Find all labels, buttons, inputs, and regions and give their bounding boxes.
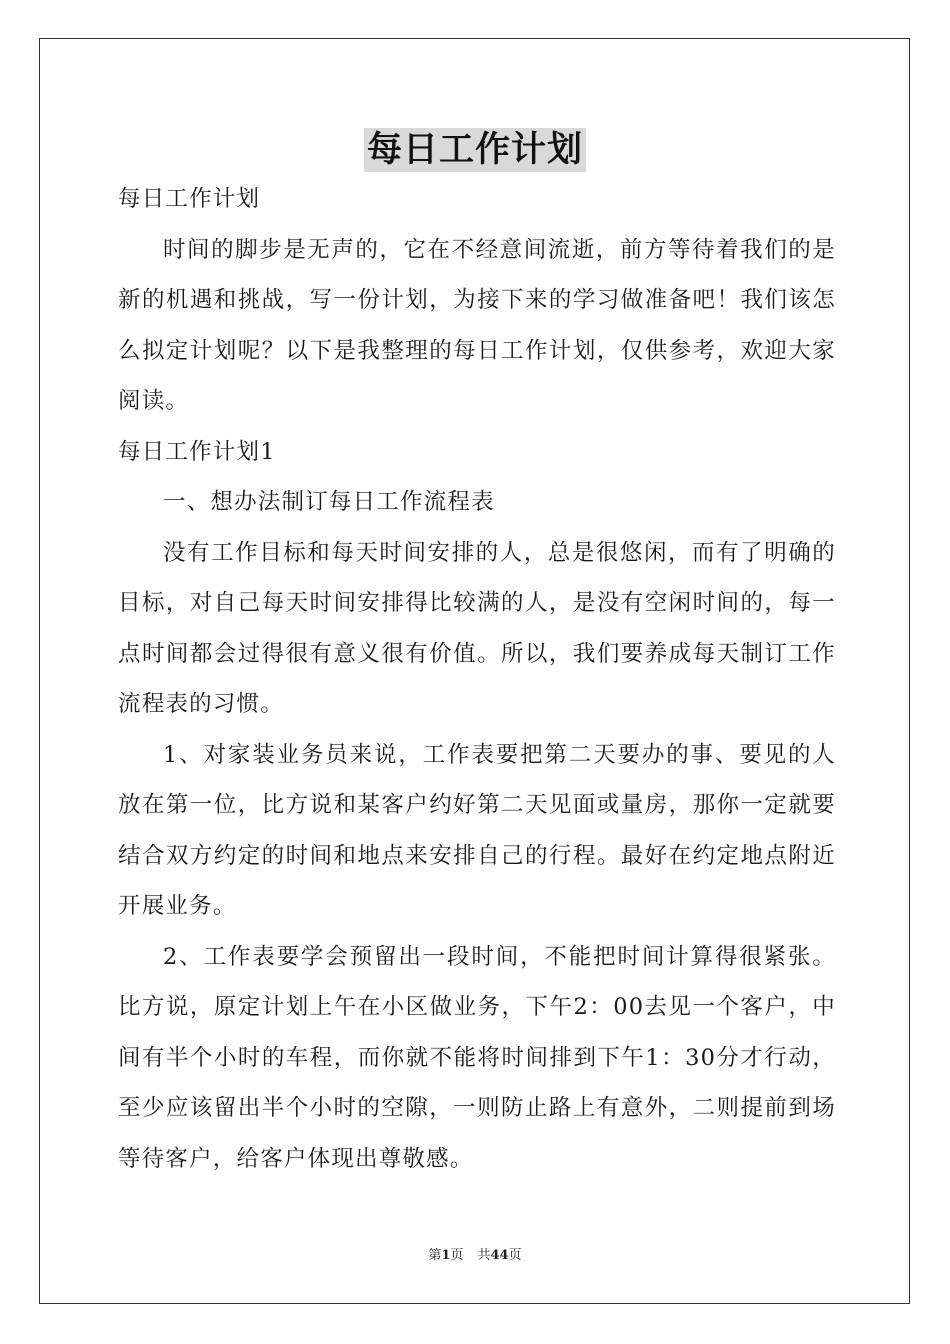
total-prefix: 共 (477, 1248, 491, 1263)
section-heading: 每日工作计划1 (118, 438, 276, 465)
document-title: 每日工作计划 (364, 128, 586, 172)
total-page-count: 44 (490, 1248, 509, 1263)
paragraph: 每日工作计划 (118, 186, 261, 212)
paragraph: 1、对家装业务员来说，工作表要把第二天要办的事、要见的人放在第一位，比方说和某客户约好第二天见面或量房，那你一定就要结合双方约定的时间和地点来安排自己的行程。最好在约定地点附近开展业务。 (118, 741, 836, 919)
current-page-number: 1 (441, 1248, 451, 1263)
title-container (0, 128, 950, 172)
total-suffix: 页 (508, 1248, 522, 1263)
paragraph: 没有工作目标和每天时间安排的人，总是很悠闲，而有了明确的目标，对自己每天时间安排得比较满的人，是没有空闲时间的，每一点时间都会过得很有意义很有价值。所以，我们要养成每天制订工作流程表的习惯。 (118, 539, 836, 717)
paragraph: 2、工作表要学会预留出一段时间，不能把时间计算得很紧张。比方说，原定计划上午在小区做业务，下午2：00去见一个客户，中间有半个小时的车程，而你就不能将时间排到下午1：30分才行动，至少应该留出半个小时的空隙，一则防止路上有意外，二则提前到场等待客户，给客户体现出尊敬感。 (118, 943, 836, 1172)
page-footer (0, 1246, 950, 1266)
page-prefix: 第 (428, 1248, 442, 1263)
paragraph: 时间的脚步是无声的，它在不经意间流逝，前方等待着我们的是新的机遇和挑战，写一份计划，为接下来的学习做准备吧！我们该怎么拟定计划呢？以下是我整理的每日工作计划，仅供参考，欢迎大家阅读。 (118, 236, 836, 414)
document-body (118, 174, 836, 1184)
subsection-heading: 一、想办法制订每日工作流程表 (163, 489, 495, 515)
page-suffix: 页 (450, 1248, 464, 1263)
